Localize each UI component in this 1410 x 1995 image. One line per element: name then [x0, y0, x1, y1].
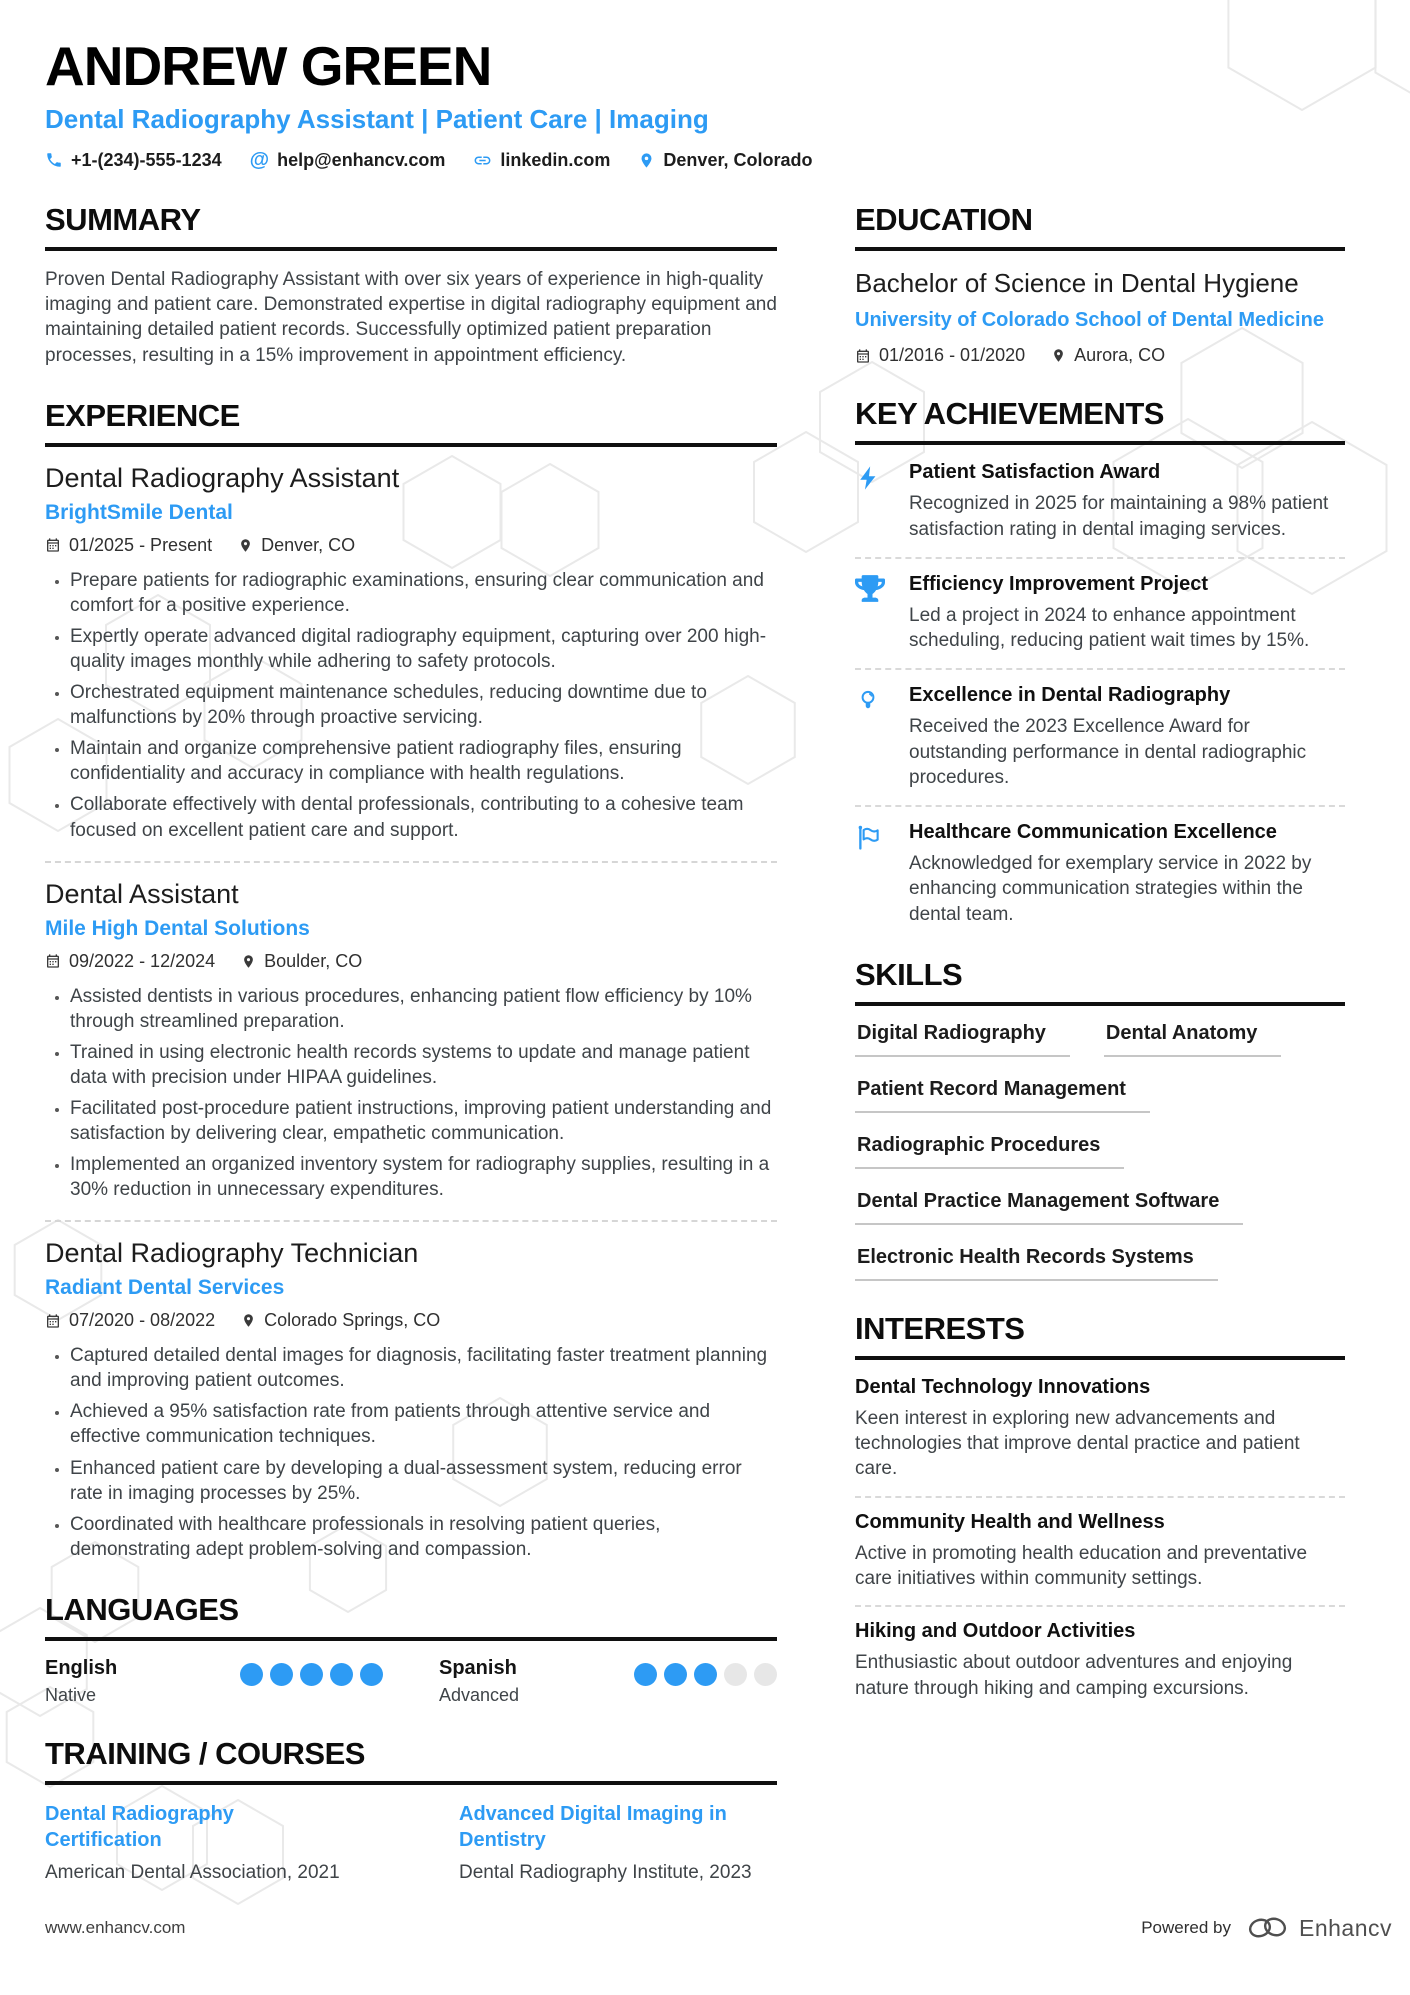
achievement-item [855, 821, 1345, 927]
interests-heading: INTERESTS [855, 1311, 1345, 1360]
location-icon [241, 953, 256, 970]
training-section [45, 1736, 777, 1884]
at-icon: @ [249, 148, 270, 171]
powered-by-label: Powered by [1141, 1918, 1231, 1937]
skills-section [855, 957, 1345, 1281]
language-proficiency-dots [634, 1663, 777, 1686]
interest-title: Dental Technology Innovations [855, 1375, 1151, 1398]
education-section [855, 202, 1345, 367]
calendar-icon [45, 953, 61, 969]
job-dates: 07/2020 - 08/2022 [45, 1310, 215, 1331]
skill-item: Electronic Health Records Systems [855, 1246, 1218, 1281]
footer-website[interactable]: www.enhancv.com [45, 1918, 186, 1937]
job-dates: 01/2025 - Present [45, 535, 212, 556]
course-item [459, 1801, 777, 1884]
job-location: Denver, CO [238, 535, 355, 556]
education-dates: 01/2016 - 01/2020 [855, 345, 1025, 366]
footer [45, 1913, 1392, 1943]
proficiency-dot [634, 1663, 657, 1686]
achievement-title: Efficiency Improvement Project [909, 572, 1208, 595]
experience-entry [45, 1238, 777, 1562]
header [45, 35, 1347, 172]
achievements-heading: KEY ACHIEVEMENTS [855, 396, 1345, 445]
company-name: Mile High Dental Solutions [45, 916, 310, 940]
flag-icon [855, 823, 883, 853]
achievement-divider [855, 668, 1345, 670]
powered-by-block [1141, 1913, 1392, 1943]
achievements-section [855, 396, 1345, 927]
job-meta [45, 535, 777, 556]
bullet: • Orchestrated equipment maintenance schedules, reducing downtime due to malfunctions by 20% through proactive servicing. [70, 680, 777, 730]
proficiency-dot [664, 1663, 687, 1686]
bullet: • Maintain and organize comprehensive patient radiography files, ensuring confidentiality and accuracy in compliance with health regulations. [70, 736, 777, 786]
experience-entry [45, 463, 777, 843]
job-divider [45, 1220, 777, 1222]
interests-section [855, 1311, 1345, 1701]
interest-title: Community Health and Wellness [855, 1510, 1165, 1533]
phone-text: +1-(234)-555-1234 [71, 149, 222, 170]
link-icon [473, 151, 492, 170]
location-icon [638, 151, 655, 170]
proficiency-dot [754, 1663, 777, 1686]
job-dates: 09/2022 - 12/2024 [45, 951, 215, 972]
proficiency-dot [694, 1663, 717, 1686]
interest-description: Keen interest in exploring new advancements and technologies that improve dental practice and patient care. [855, 1407, 1300, 1480]
job-location: Colorado Springs, CO [241, 1310, 440, 1331]
interest-description: Active in promoting health education and preventative care initiatives within community settings. [855, 1542, 1308, 1589]
proficiency-dot [300, 1663, 323, 1686]
right-column [855, 202, 1345, 1914]
experience-entry [45, 879, 777, 1203]
contact-location [638, 150, 812, 171]
calendar-icon [855, 348, 871, 364]
bullet: • Expertly operate advanced digital radiography equipment, capturing over 200 high-quality images monthly while adhering to safety protocols. [70, 624, 777, 674]
achievement-item [855, 461, 1345, 542]
interest-description: Enthusiastic about outdoor adventures and enjoying nature through hiking and camping excursions. [855, 1652, 1293, 1699]
experience-section [45, 398, 777, 1562]
job-location: Boulder, CO [241, 951, 362, 972]
location-icon [238, 537, 253, 554]
interest-item [855, 1511, 1345, 1592]
language-name: Spanish [439, 1656, 517, 1679]
summary-section [45, 202, 777, 368]
left-column [45, 202, 777, 1914]
degree: Bachelor of Science in Dental Hygiene [855, 267, 1299, 298]
skill-item: Dental Practice Management Software [855, 1190, 1243, 1225]
bullet: • Captured detailed dental images for diagnosis, facilitating faster treatment planning and improving patient outcomes. [70, 1343, 777, 1393]
contact-email[interactable] [250, 149, 446, 172]
job-title: Dental Radiography Technician [45, 1238, 419, 1269]
location-icon [241, 1312, 256, 1329]
proficiency-dot [360, 1663, 383, 1686]
resume-page [45, 35, 1347, 1914]
proficiency-dot [330, 1663, 353, 1686]
company-name: BrightSmile Dental [45, 500, 233, 524]
experience-heading: EXPERIENCE [45, 398, 777, 447]
bullet: • Implemented an organized inventory system for radiography supplies, resulting in a 30% reduction in unnecessary expenditures. [70, 1152, 777, 1202]
bullet: • Collaborate effectively with dental professionals, contributing to a cohesive team focused on excellent patient care and support. [70, 792, 777, 842]
job-meta [45, 1310, 777, 1331]
location-text: Denver, Colorado [663, 149, 813, 170]
languages-heading: LANGUAGES [45, 1592, 777, 1641]
achievement-item [855, 573, 1345, 654]
bullet: • Facilitated post-procedure patient instructions, improving patient understanding and satisfaction by delivering clear, empathetic communication. [70, 1096, 777, 1146]
location-icon [1051, 347, 1066, 364]
candidate-name: ANDREW GREEN [45, 35, 492, 97]
achievement-title: Excellence in Dental Radiography [909, 684, 1231, 707]
interest-title: Hiking and Outdoor Activities [855, 1620, 1136, 1643]
bullet: • Trained in using electronic health records systems to update and manage patient data with precision under HIPAA guidelines. [70, 1040, 777, 1090]
skill-item: Dental Anatomy [1104, 1022, 1282, 1057]
summary-text: Proven Dental Radiography Assistant with over six years of experience in high-quality imaging and patient care. Demonstrated expertise in digital radiography equipment and maintaining detailed patient records. Successfully optimized patient preparation processes, resulting in a 15% improvement in appointment efficiency. [45, 268, 777, 366]
calendar-icon [45, 1313, 61, 1329]
course-name: Dental Radiography Certification [45, 1802, 234, 1851]
training-heading: TRAINING / COURSES [45, 1736, 777, 1785]
achievement-description: Recognized in 2025 for maintaining a 98% patient satisfaction rating in dental imaging services. [909, 493, 1329, 540]
bullet: • Enhanced patient care by developing a dual-assessment system, reducing error rate in imaging processes by 25%. [70, 1456, 777, 1506]
lightning-icon [855, 463, 883, 493]
job-title: Dental Assistant [45, 878, 239, 909]
achievement-title: Patient Satisfaction Award [909, 461, 1161, 484]
enhancv-brand [1245, 1913, 1392, 1943]
contact-row [45, 149, 1347, 172]
education-location: Aurora, CO [1051, 345, 1165, 366]
proficiency-dot [240, 1663, 263, 1686]
course-provider: American Dental Association, 2021 [45, 1861, 340, 1883]
language-item [439, 1657, 777, 1706]
bullet: • Assisted dentists in various procedures, enhancing patient flow efficiency by 10% through streamlined preparation. [70, 984, 777, 1034]
job-title: Dental Radiography Assistant [45, 462, 400, 493]
job-bullets [45, 1343, 777, 1562]
achievement-item [855, 684, 1345, 790]
candidate-headline: Dental Radiography Assistant | Patient Care | Imaging [45, 103, 709, 134]
interest-item [855, 1376, 1345, 1482]
job-bullets [45, 568, 777, 843]
enhancv-logo-icon [1245, 1913, 1291, 1943]
job-meta [45, 951, 777, 972]
calendar-icon [45, 537, 61, 553]
website-text[interactable]: linkedin.com [500, 149, 611, 170]
language-level: Advanced [439, 1684, 520, 1705]
contact-website[interactable] [473, 150, 610, 171]
interest-divider [855, 1496, 1345, 1498]
achievement-description: Received the 2023 Excellence Award for outstanding performance in dental radiographic procedures. [909, 716, 1307, 788]
education-heading: EDUCATION [855, 202, 1345, 251]
school-name: University of Colorado School of Dental Medicine [855, 309, 1324, 332]
language-proficiency-dots [240, 1663, 383, 1686]
trophy-icon [855, 575, 885, 602]
email-text[interactable]: help@enhancv.com [277, 149, 446, 170]
proficiency-dot [724, 1663, 747, 1686]
bullet: • Coordinated with healthcare professionals in resolving patient queries, demonstrating adept problem-solving and compassion. [70, 1512, 777, 1562]
interest-item [855, 1620, 1345, 1701]
company-name: Radiant Dental Services [45, 1276, 285, 1300]
job-bullets [45, 984, 777, 1203]
languages-section [45, 1592, 777, 1706]
achievement-description: Acknowledged for exemplary service in 2022 by enhancing communication strategies within the dental team. [909, 853, 1312, 925]
phone-icon [45, 151, 63, 169]
language-name: English [45, 1656, 118, 1679]
education-meta [855, 345, 1345, 366]
contact-phone [45, 150, 222, 171]
language-item [45, 1657, 383, 1706]
brand-text: Enhancv [1298, 1914, 1392, 1941]
lightbulb-icon [855, 686, 881, 716]
course-name: Advanced Digital Imaging in Dentistry [459, 1802, 727, 1851]
bullet: • Achieved a 95% satisfaction rate from patients through attentive service and effective communication techniques. [70, 1399, 777, 1449]
skill-item: Patient Record Management [855, 1078, 1150, 1113]
achievement-title: Healthcare Communication Excellence [909, 821, 1277, 844]
achievement-divider [855, 805, 1345, 807]
achievement-divider [855, 557, 1345, 559]
skill-item: Radiographic Procedures [855, 1134, 1124, 1169]
skills-heading: SKILLS [855, 957, 1345, 1006]
course-item [45, 1801, 363, 1884]
course-provider: Dental Radiography Institute, 2023 [459, 1861, 752, 1883]
bullet: • Prepare patients for radiographic examinations, ensuring clear communication and comfort for a positive experience. [70, 568, 777, 618]
skill-item: Digital Radiography [855, 1022, 1070, 1057]
language-level: Native [45, 1684, 97, 1705]
summary-heading: SUMMARY [45, 202, 777, 251]
proficiency-dot [270, 1663, 293, 1686]
interest-divider [855, 1605, 1345, 1607]
achievement-description: Led a project in 2024 to enhance appointment scheduling, reducing patient wait times by 15%. [909, 604, 1310, 652]
job-divider [45, 861, 777, 863]
